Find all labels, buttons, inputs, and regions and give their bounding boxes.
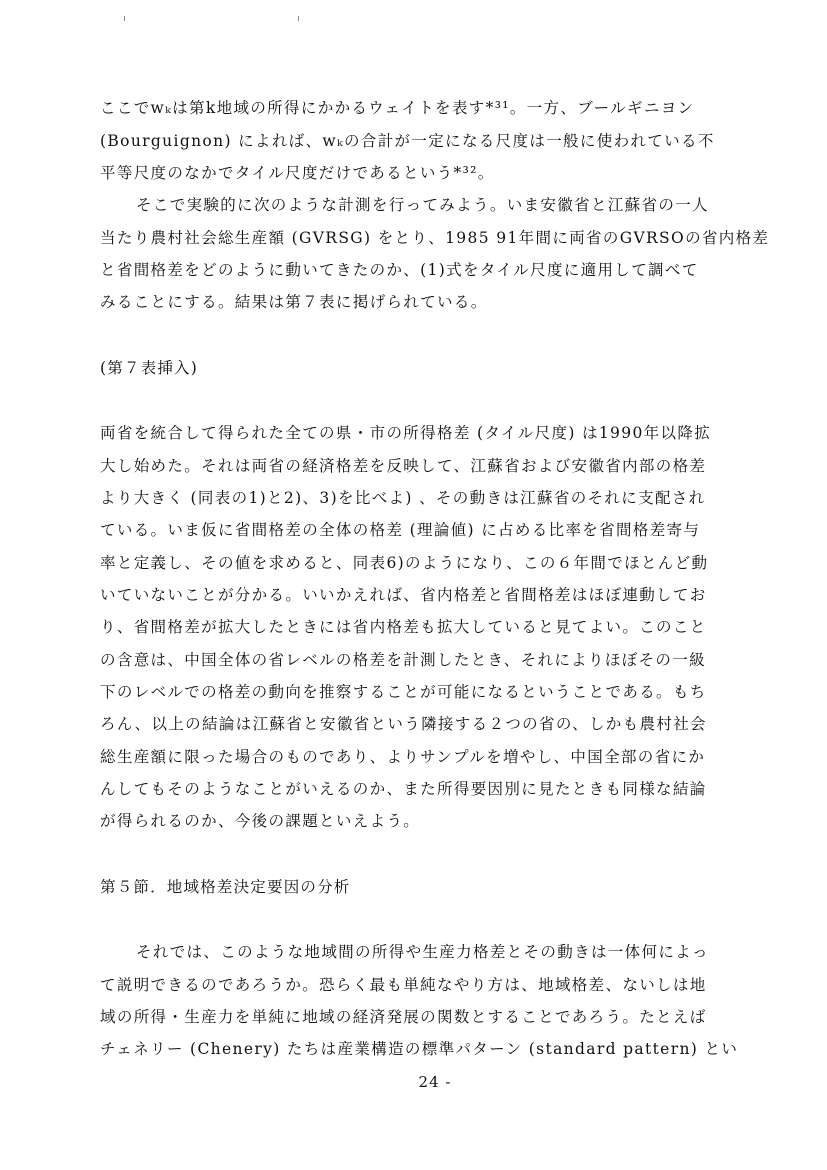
scan-mark (124, 16, 125, 21)
paragraph-3-line-4: ている。いま仮に省間格差の全体の格差 (理論値) に占める比率を省間格差寄与 (100, 521, 701, 539)
paragraph-1-line-1: ここでwₖは第k地域の所得にかかるウェイトを表す*³¹。一方、ブールギニヨン (100, 99, 695, 117)
paragraph-2-line-1: そこで実験的に次のような計測を行ってみよう。いま安徽省と江蘇省の一人 (136, 196, 709, 214)
section-heading: 第５節．地域格差決定要因の分析 (100, 878, 351, 896)
paragraph-2-line-2: 当たり農村社会総生産額 (GVRSG) をとり、1985 91年間に両省のGVRSOの省内格差 (100, 229, 770, 247)
paragraph-3-line-11: 総生産額に限った場合のものであり、よりサンプルを増やし、中国全部の省にか (100, 748, 706, 766)
paragraph-3-line-1: 両省を統合して得られた全ての県・市の所得格差 (タイル尺度) は1990年以降拡 (100, 424, 712, 442)
page-number: 24 - (418, 1073, 452, 1091)
paragraph-3-line-3: より大きく (同表の1)と2)、3)を比べよ) 、その動きは江蘇省のそれに支配され (100, 489, 706, 507)
paragraph-1-line-2: (Bourguignon) によれば、wₖの合計が一定になる尺度は一般に使われている不 (100, 132, 715, 150)
paragraph-1-line-3: 平等尺度のなかでタイル尺度だけであるという*³²。 (100, 164, 495, 182)
paragraph-3-line-5: 率と定義し、その値を求めると、同表6)のようになり、この６年間でほとんど動 (100, 554, 709, 572)
paragraph-4-line-4: チェネリー (Chenery) たちは産業構造の標準パターン (standard pattern) とい (100, 1040, 739, 1058)
paragraph-3-line-9: 下のレベルでの格差の動向を推察することが可能になるということである。もち (100, 683, 707, 701)
table-insert-note: (第７表挿入) (100, 359, 198, 377)
paragraph-4-line-3: 域の所得・生産力を単純に地域の経済発展の関数とすることであろう。たとえば (100, 1008, 707, 1026)
paragraph-2-line-3: と省間格差をどのように動いてきたのか、(1)式をタイル尺度に適用して調べて (100, 261, 699, 279)
paragraph-3-line-8: の含意は、中国全体の省レベルの格差を計測したとき、それによりほぼその一級 (100, 651, 706, 669)
paragraph-3-line-10: ろん、以上の結論は江蘇省と安徽省という隣接する２つの省の、しかも農村社会 (100, 715, 707, 733)
paragraph-2-line-4: みることにする。結果は第７表に掲げられている。 (100, 293, 488, 311)
scan-mark (298, 16, 299, 21)
paragraph-3-line-7: り、省間格差が拡大したときには省内格差も拡大していると見てよい。このこと (100, 618, 707, 636)
paragraph-3-line-12: んしてもそのようなことがいえるのか、また所得要因別に見たときも同様な結論 (100, 780, 707, 798)
paragraph-3-line-13: が得られるのか、今後の課題といえよう。 (100, 812, 421, 830)
paragraph-3-line-2: 大し始めた。それは両省の経済格差を反映して、江蘇省および安徽省内部の格差 (100, 457, 707, 475)
paragraph-4-line-1: それでは、このような地域間の所得や生産力格差とその動きは一体何によっ (136, 943, 709, 961)
paragraph-4-line-2: て説明できるのであろうか。恐らく最も単純なやり方は、地域格差、ないしは地 (100, 976, 707, 994)
paragraph-3-line-6: いていないことが分かる。いいかえれば、省内格差と省間格差はほぼ連動してお (100, 586, 707, 604)
